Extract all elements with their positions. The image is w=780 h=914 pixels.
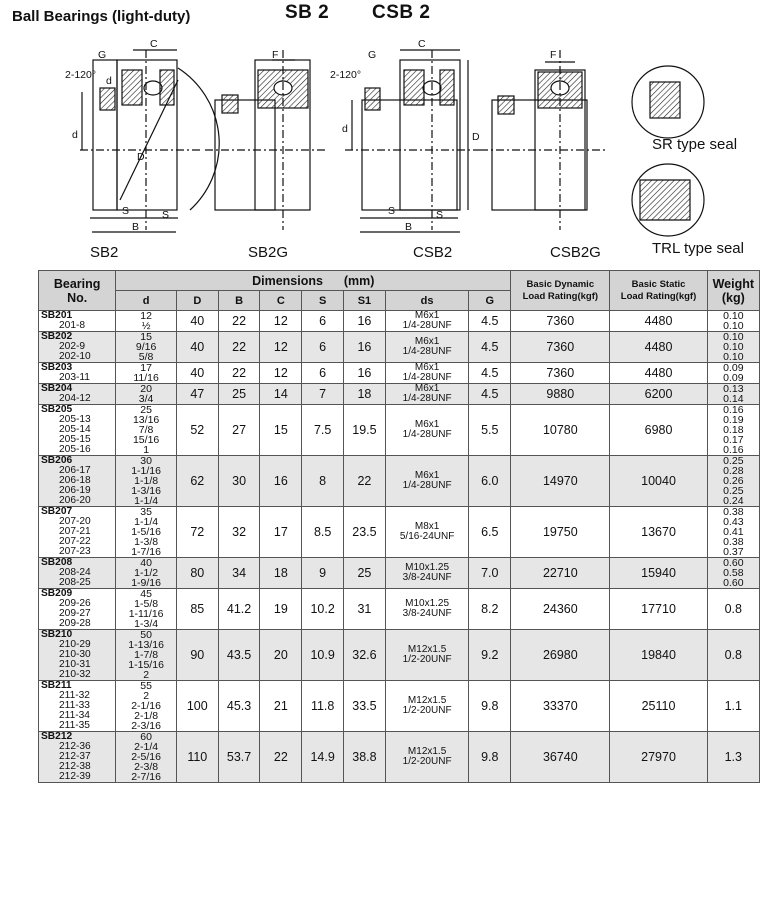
static-load-cell: 4480 [610,311,707,332]
width-c-cell: 12 [260,311,302,332]
bearing-no-cell: SB211 211-32 211-33 211-34 211-35 [39,681,116,732]
dynamic-load-cell: 26980 [511,630,610,681]
table-row [39,456,760,507]
width-b-cell: 45.3 [218,681,260,732]
weight-cell: 0.16 0.19 0.18 0.17 0.16 [707,405,759,456]
bore-d-cell: 17 11/16 [116,363,177,384]
table-row [39,732,760,783]
table-row [39,681,760,732]
static-load-cell: 6200 [610,384,707,405]
weight-cell: 0.13 0.14 [707,384,759,405]
width-c-cell: 17 [260,507,302,558]
dim-s1-cell: 18 [344,384,386,405]
dim-s-cell: 7 [302,384,344,405]
page-title: Ball Bearings (light-duty) [12,8,191,25]
outer-d-cell: 52 [176,405,218,456]
table-row [39,405,760,456]
dim-s-cell: 9 [302,558,344,589]
width-c-cell: 19 [260,589,302,630]
dim-s-cell: 6 [302,311,344,332]
dim-f-sb2g: F [272,49,279,61]
caption-sb2: SB2 [90,244,119,261]
outer-d-cell: 85 [176,589,218,630]
dim-g-cell: 4.5 [469,311,511,332]
set-screw-ds-cell: M6x1 1/4-28UNF [385,332,469,363]
static-load-cell: 4480 [610,332,707,363]
dim-s1-sb2: S [122,205,130,217]
outer-d-cell: 40 [176,332,218,363]
dim-g-cell: 4.5 [469,363,511,384]
outer-d-cell: 47 [176,384,218,405]
static-load-cell: 27970 [610,732,707,783]
technical-drawings [0,0,780,270]
dim-s1-cell: 38.8 [344,732,386,783]
weight-cell: 0.09 0.09 [707,363,759,384]
dynamic-load-cell: 19750 [511,507,610,558]
width-b-cell: 25 [218,384,260,405]
dim-d-small-sb2: d [106,75,112,87]
header-col-c: C [260,291,302,311]
sr-seal-label: SR type seal [652,136,738,153]
table-row [39,332,760,363]
set-screw-ds-cell: M10x1.25 3/8-24UNF [385,589,469,630]
bore-d-cell: 40 1-1/2 1-9/16 [116,558,177,589]
header-col-s1: S1 [344,291,386,311]
set-screw-ds-cell: M10x1.25 3/8-24UNF [385,558,469,589]
dim-g-cell: 4.5 [469,384,511,405]
weight-cell: 0.10 0.10 0.10 [707,332,759,363]
sb2g-drawing [205,50,325,230]
bore-d-cell: 45 1-5/8 1-11/16 1-3/4 [116,589,177,630]
dim-angle-sb2: 2-120° [65,69,97,81]
series-title-sb: SB 2 [285,2,330,23]
dynamic-load-cell: 10780 [511,405,610,456]
dim-c-sb2: C [150,38,158,50]
weight-cell: 0.8 [707,589,759,630]
dim-g-cell: 5.5 [469,405,511,456]
bearing-no-cell: SB209 209-26 209-27 209-28 [39,589,116,630]
set-screw-ds-cell: M6x1 1/4-28UNF [385,405,469,456]
dim-g-cell: 6.0 [469,456,511,507]
static-load-cell: 13670 [610,507,707,558]
weight-cell: 0.25 0.28 0.26 0.25 0.24 [707,456,759,507]
dim-s1-cell: 16 [344,332,386,363]
bore-d-cell: 60 2-1/4 2-5/16 2-3/8 2-7/16 [116,732,177,783]
outer-d-cell: 40 [176,311,218,332]
table-row [39,589,760,630]
bearing-no-cell: SB203 203-11 [39,363,116,384]
dim-c-csb2: C [418,38,426,50]
static-load-cell: 15940 [610,558,707,589]
header-weight: Weight (kg) [707,271,759,311]
bearing-no-cell: SB205 205-13 205-14 205-15 205-16 [39,405,116,456]
dynamic-load-cell: 36740 [511,732,610,783]
dim-s1-cell: 25 [344,558,386,589]
dim-s-cell: 7.5 [302,405,344,456]
set-screw-ds-cell: M12x1.5 1/2-20UNF [385,630,469,681]
width-b-cell: 43.5 [218,630,260,681]
dynamic-load-cell: 7360 [511,332,610,363]
dim-s1-cell: 31 [344,589,386,630]
width-c-cell: 18 [260,558,302,589]
dim-s-cell: 10.2 [302,589,344,630]
dim-s1-csb2: S [388,205,396,217]
series-title-csb: CSB 2 [372,2,431,23]
dim-bigd-csb2: D [472,131,480,143]
dim-bigd-sb2: D [137,151,145,163]
header-col-d: d [116,291,177,311]
bore-d-cell: 35 1-1/4 1-5/16 1-3/8 1-7/16 [116,507,177,558]
set-screw-ds-cell: M6x1 1/4-28UNF [385,384,469,405]
header-col-ds: ds [385,291,469,311]
bearing-no-cell: SB204 204-12 [39,384,116,405]
dim-g-cell: 7.0 [469,558,511,589]
bore-d-cell: 50 1-13/16 1-7/8 1-15/16 2 [116,630,177,681]
width-c-cell: 22 [260,732,302,783]
caption-csb2: CSB2 [413,244,453,261]
bore-d-cell: 55 2 2-1/16 2-1/8 2-3/16 [116,681,177,732]
dim-s-cell: 14.9 [302,732,344,783]
dim-g-csb2: G [368,49,377,61]
header-col-g: G [469,291,511,311]
bearing-no-cell: SB206 206-17 206-18 206-19 206-20 [39,456,116,507]
weight-cell: 0.60 0.58 0.60 [707,558,759,589]
bore-d-cell: 15 9/16 5/8 [116,332,177,363]
set-screw-ds-cell: M12x1.5 1/2-20UNF [385,681,469,732]
set-screw-ds-cell: M12x1.5 1/2-20UNF [385,732,469,783]
table-row [39,363,760,384]
width-c-cell: 16 [260,456,302,507]
header-col-bigd: D [176,291,218,311]
static-load-cell: 25110 [610,681,707,732]
outer-d-cell: 80 [176,558,218,589]
dim-g-cell: 6.5 [469,507,511,558]
width-b-cell: 53.7 [218,732,260,783]
dim-g-cell: 9.8 [469,732,511,783]
sr-seal-detail [632,66,704,138]
outer-d-cell: 110 [176,732,218,783]
width-b-cell: 22 [218,311,260,332]
bore-d-cell: 30 1-1/16 1-1/8 1-3/16 1-1/4 [116,456,177,507]
dynamic-load-cell: 24360 [511,589,610,630]
table-row [39,384,760,405]
dim-g-cell: 4.5 [469,332,511,363]
bearing-no-cell: SB202 202-9 202-10 [39,332,116,363]
dynamic-load-cell: 9880 [511,384,610,405]
outer-d-cell: 90 [176,630,218,681]
dim-b-csb2: B [405,221,413,233]
dynamic-load-cell: 7360 [511,311,610,332]
bearing-no-cell: SB212 212-36 212-37 212-38 212-39 [39,732,116,783]
width-c-cell: 21 [260,681,302,732]
width-b-cell: 22 [218,363,260,384]
width-c-cell: 20 [260,630,302,681]
dim-b-sb2: B [132,221,140,233]
weight-cell: 0.10 0.10 [707,311,759,332]
bearing-no-cell: SB208 208-24 208-25 [39,558,116,589]
width-b-cell: 30 [218,456,260,507]
dim-s1-cell: 23.5 [344,507,386,558]
dynamic-load-cell: 7360 [511,363,610,384]
bore-d-cell: 20 3/4 [116,384,177,405]
dynamic-load-cell: 22710 [511,558,610,589]
static-load-cell: 6980 [610,405,707,456]
header-col-s: S [302,291,344,311]
dim-g-sb2: G [98,49,107,61]
dim-d-sb2: d [72,129,78,141]
width-c-cell: 14 [260,384,302,405]
static-load-cell: 10040 [610,456,707,507]
dynamic-load-cell: 14970 [511,456,610,507]
dim-s-cell: 11.8 [302,681,344,732]
weight-cell: 1.1 [707,681,759,732]
weight-cell: 1.3 [707,732,759,783]
static-load-cell: 4480 [610,363,707,384]
header-dynamic-load: Basic Dynamic Load Rating(kgf) [511,271,610,311]
set-screw-ds-cell: M6x1 1/4-28UNF [385,456,469,507]
set-screw-ds-cell: M6x1 1/4-28UNF [385,363,469,384]
set-screw-ds-cell: M6x1 1/4-28UNF [385,311,469,332]
caption-csb2g: CSB2G [550,244,601,261]
trl-seal-detail [632,164,704,236]
dim-s-cell: 6 [302,332,344,363]
dim-s-csb2: S [436,209,444,221]
bearing-no-cell: SB207 207-20 207-21 207-22 207-23 [39,507,116,558]
dim-angle-csb2: 2-120° [330,69,362,81]
table-row [39,507,760,558]
width-b-cell: 22 [218,332,260,363]
dim-g-cell: 9.2 [469,630,511,681]
csb2g-drawing [480,50,605,230]
weight-cell: 0.38 0.43 0.41 0.38 0.37 [707,507,759,558]
table-row [39,558,760,589]
csb2-drawing [345,50,480,232]
dim-s-cell: 6 [302,363,344,384]
outer-d-cell: 62 [176,456,218,507]
header-static-load: Basic Static Load Rating(kgf) [610,271,707,311]
dim-s-cell: 8 [302,456,344,507]
bore-d-cell: 12 ½ [116,311,177,332]
outer-d-cell: 100 [176,681,218,732]
dim-g-cell: 9.8 [469,681,511,732]
bearing-no-cell: SB210 210-29 210-30 210-31 210-32 [39,630,116,681]
table-row [39,630,760,681]
bore-d-cell: 25 13/16 7/8 15/16 1 [116,405,177,456]
dim-s-cell: 8.5 [302,507,344,558]
width-c-cell: 12 [260,332,302,363]
caption-sb2g: SB2G [248,244,289,261]
weight-cell: 0.8 [707,630,759,681]
dim-d-csb2: d [342,123,348,135]
dim-s1-cell: 16 [344,311,386,332]
width-b-cell: 32 [218,507,260,558]
width-b-cell: 27 [218,405,260,456]
header-bearing-no: Bearing No. [39,271,116,311]
dynamic-load-cell: 33370 [511,681,610,732]
specification-table [38,270,760,783]
dim-g-cell: 8.2 [469,589,511,630]
width-b-cell: 34 [218,558,260,589]
table-row [39,311,760,332]
dim-s1-cell: 32.6 [344,630,386,681]
static-load-cell: 17710 [610,589,707,630]
sb2-drawing [80,50,219,232]
width-c-cell: 15 [260,405,302,456]
width-c-cell: 12 [260,363,302,384]
outer-d-cell: 72 [176,507,218,558]
bearing-no-cell: SB201 201-8 [39,311,116,332]
dim-s1-cell: 16 [344,363,386,384]
dim-s1-cell: 22 [344,456,386,507]
dim-f-csb2g: F [550,49,557,61]
width-b-cell: 41.2 [218,589,260,630]
trl-seal-label: TRL type seal [652,240,744,257]
header-dimensions: Dimensions (mm) [116,271,511,291]
outer-d-cell: 40 [176,363,218,384]
header-col-b: B [218,291,260,311]
dim-s1-cell: 19.5 [344,405,386,456]
set-screw-ds-cell: M8x1 5/16-24UNF [385,507,469,558]
dim-s-sb2: S [162,209,170,221]
static-load-cell: 19840 [610,630,707,681]
dim-s1-cell: 33.5 [344,681,386,732]
dim-s-cell: 10.9 [302,630,344,681]
